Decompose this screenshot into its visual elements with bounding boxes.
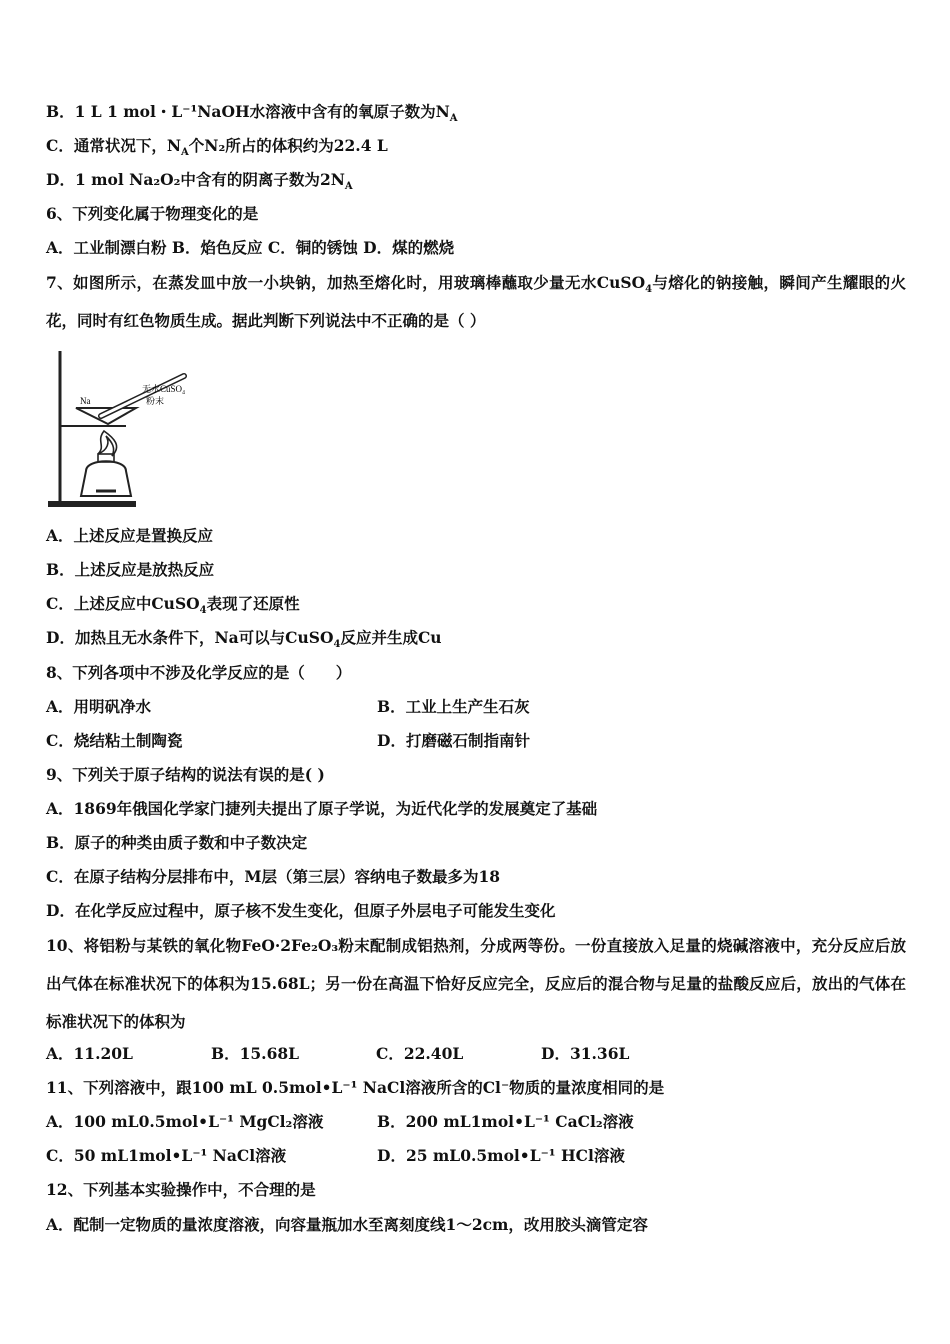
q11-option-a: A．100 mL0.5mol•L⁻¹ MgCl₂溶液	[46, 1112, 324, 1131]
q8-option-c: C．烧结粘土制陶瓷	[46, 731, 183, 750]
q10-option-c: C．22.40L	[376, 1044, 464, 1063]
q9-option-c: C．在原子结构分层排布中，M层（第三层）容纳电子数最多为18	[46, 867, 501, 886]
q11-option-c: C．50 mL1mol•L⁻¹ NaCl溶液	[46, 1146, 287, 1165]
q10-option-b: B．15.68L	[211, 1044, 300, 1063]
q8-option-b: B．工业上生产生石灰	[377, 697, 530, 716]
q12-option-a: A．配制一定物质的量浓度溶液，向容量瓶加水至离刻度线1～2cm，改用胶头滴管定容	[46, 1215, 648, 1234]
q12-stem: 12、下列基本实验操作中，不合理的是	[46, 1180, 316, 1199]
label-powder: 粉末	[146, 396, 165, 406]
q8-option-a: A．用明矾净水	[46, 697, 152, 716]
q7-option-b: B．上述反应是放热反应	[46, 560, 215, 579]
q7-option-a: A．上述反应是置换反应	[46, 526, 214, 545]
label-na: Na	[80, 396, 91, 406]
q9-option-a: A．1869年俄国化学家门捷列夫提出了原子学说，为近代化学的发展奠定了基础	[46, 799, 598, 818]
q6-options: A．工业制漂白粉 B．焰色反应 C．铜的锈蚀 D．煤的燃烧	[46, 238, 455, 257]
q8-stem: 8、下列各项中不涉及化学反应的是（ ）	[46, 663, 352, 682]
q7-stem: 7、如图所示，在蒸发皿中放一小块钠，加热至熔化时，用玻璃棒蘸取少量无水CuSO$_4$与熔化的钠接触，瞬间产生耀眼的火花，同时有红色物质生成。据此判断下列说法中不正确的是（ ）	[46, 273, 906, 330]
q9-option-b: B．原子的种类由质子数和中子数决定	[46, 833, 308, 852]
q5-option-c: C．通常状况下，$N_A$个N₂所占的体积约为22.4 L	[46, 136, 388, 159]
label-cuso4: 无水CuSO₄	[142, 384, 186, 394]
q10-option-a: A．11.20L	[46, 1044, 133, 1063]
q8-option-d: D．打磨磁石制指南针	[377, 731, 530, 750]
q11-option-b: B．200 mL1mol•L⁻¹ CaCl₂溶液	[377, 1112, 634, 1131]
q6-stem: 6、下列变化属于物理变化的是	[46, 204, 259, 223]
apparatus-figure	[46, 346, 196, 511]
q11-option-d: D．25 mL0.5mol•L⁻¹ HCl溶液	[377, 1146, 625, 1165]
q10-options	[46, 1043, 706, 1065]
q5-option-b: B．1 L 1 mol・L⁻¹NaOH水溶液中含有的氧原子数为$N_A$	[46, 102, 458, 125]
q9-option-d: D．在化学反应过程中，原子核不发生变化，但原子外层电子可能发生变化	[46, 901, 556, 920]
q11-stem: 11、下列溶液中，跟100 mL 0.5mol•L⁻¹ NaCl溶液所含的Cl⁻物质的量浓度相同的是	[46, 1078, 665, 1097]
q7-option-c: C．上述反应中CuSO$_4$表现了还原性	[46, 594, 300, 617]
q7-option-d: D．加热且无水条件下，Na可以与CuSO$_4$反应并生成Cu	[46, 628, 442, 651]
q10-option-d: D．31.36L	[541, 1044, 630, 1063]
q5-option-d: D．1 mol Na₂O₂中含有的阴离子数为$2N_A$	[46, 170, 353, 193]
q9-stem: 9、下列关于原子结构的说法有误的是( )	[46, 765, 325, 784]
q10-stem: 10、将铝粉与某铁的氧化物FeO·2Fe₂O₃粉末配制成铝热剂，分成两等份。一份直接放入足量的烧碱溶液中，充分反应后放出气体在标准状况下的体积为15.68L；另一份在高温下恰好反应完全，反应后的混合物与足量的盐酸反应后，放出的气体在标准状况下的体积为	[46, 936, 906, 1031]
